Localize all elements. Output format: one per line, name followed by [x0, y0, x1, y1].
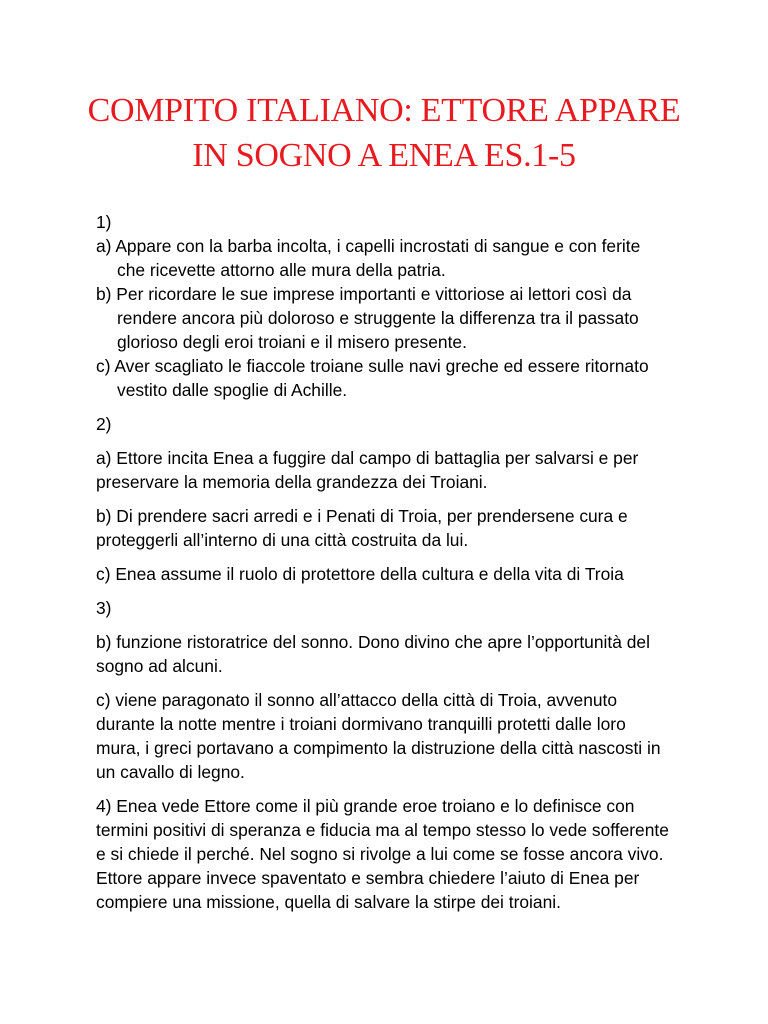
title-line-2: IN SOGNO A ENEA ES.1-5	[192, 137, 576, 174]
document-title	[76, 88, 692, 178]
section-1-answer-c: c) Aver scagliato le fiaccole troiane sulle navi greche ed essere ritornato vestito dalle spoglie di Achille.	[96, 356, 649, 400]
document-body	[96, 210, 672, 914]
section-2-answer-c: c) Enea assume il ruolo di protettore della cultura e della vita di Troia	[96, 564, 624, 584]
section-1-answer-b: b) Per ricordare le sue imprese importanti e vittoriose ai lettori così da rendere ancora più doloroso e struggente la differenza tra il passato glorioso degli eroi troiani e il misero presente.	[96, 284, 639, 352]
section-2-answer-b: b) Di prendere sacri arredi e i Penati di Troia, per prendersene cura e proteggerli all’interno di una città costruita da lui.	[96, 506, 628, 550]
section-3-number: 3)	[96, 598, 112, 618]
section-2-number: 2)	[96, 414, 112, 434]
section-2-answer-a: a) Ettore incita Enea a fuggire dal campo di battaglia per salvarsi e per preservare la memoria della grandezza dei Troiani.	[96, 448, 639, 492]
section-4-answer: 4) Enea vede Ettore come il più grande eroe troiano e lo definisce con termini positivi di speranza e fiducia ma al tempo stesso lo vede sofferente e si chiede il perché. Nel sogno si rivolge a lui come se fosse ancora vivo. Ettore appare invece spaventato e sembra chiedere l’aiuto di Enea per compiere una missione, quella di salvare la stirpe dei troiani.	[96, 796, 669, 912]
section-1-number: 1)	[96, 212, 112, 232]
title-line-1: COMPITO ITALIANO: ETTORE APPARE	[87, 92, 681, 129]
section-3-answer-c: c) viene paragonato il sonno all’attacco della città di Troia, avvenuto durante la notte mentre i troiani dormivano tranquilli protetti dalle loro mura, i greci portavano a compimento la distruzione della città nascosti in un cavallo di legno.	[96, 690, 661, 782]
section-3-answer-b: b) funzione ristoratrice del sonno. Dono divino che apre l’opportunità del sogno ad alcuni.	[96, 632, 650, 676]
section-1-answer-a: a) Appare con la barba incolta, i capelli incrostati di sangue e con ferite che ricevette attorno alle mura della patria.	[96, 236, 641, 280]
